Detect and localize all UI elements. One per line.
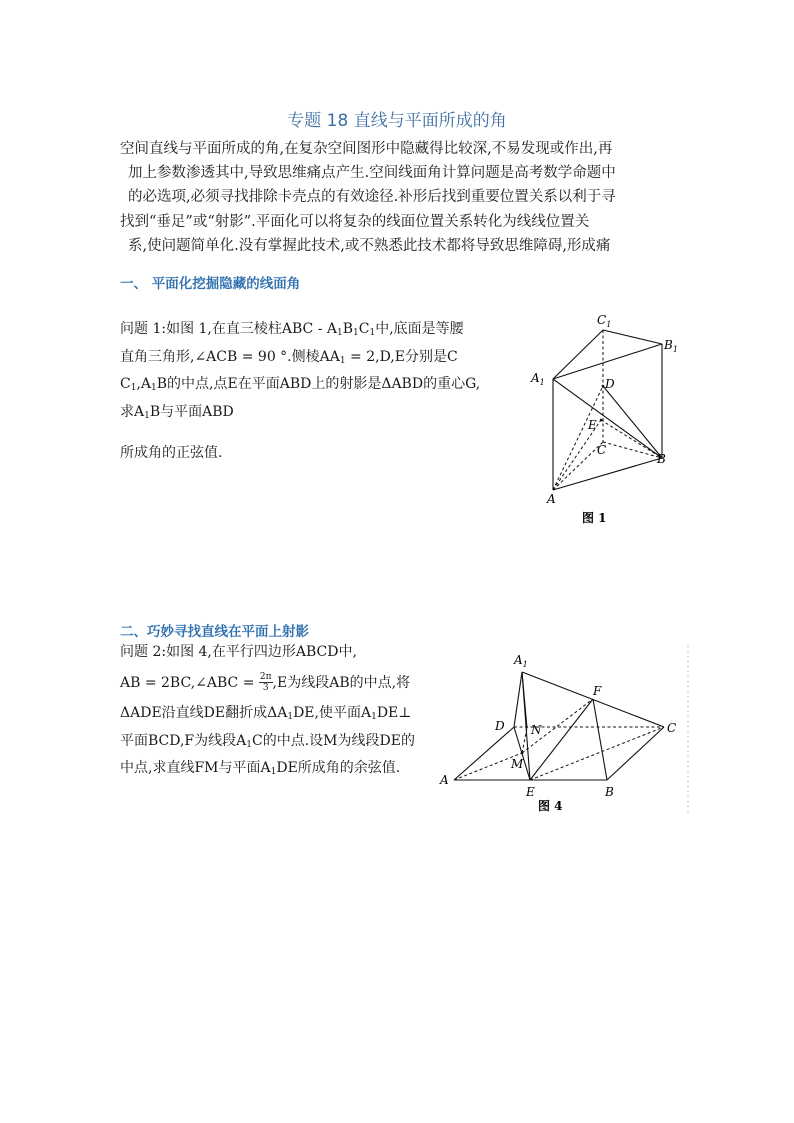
edge-b-c bbox=[607, 727, 664, 780]
intro-line: 空间直线与平面所成的角,在复杂空间图形中隐藏得比较深,不易发现或作出,再 bbox=[120, 141, 613, 157]
edge-c1-a1 bbox=[553, 330, 603, 379]
subscript: 1 bbox=[371, 712, 377, 722]
point-e bbox=[600, 419, 603, 422]
section-1-heading: 一、 平面化挖掘隐藏的线面角 bbox=[120, 276, 301, 292]
label-d: D bbox=[495, 719, 505, 733]
label-c: C bbox=[667, 721, 677, 735]
text-run: DE所成角的余弦值. bbox=[276, 760, 401, 776]
text-run: = 2,D,E分别是C bbox=[345, 348, 458, 365]
label-n: N bbox=[531, 723, 542, 737]
text-run: 问题 1:如图 1,在直三棱柱ABC - A bbox=[120, 321, 337, 337]
intro-paragraph bbox=[120, 137, 686, 258]
subscript: 1 bbox=[144, 410, 150, 421]
label-b: B bbox=[605, 785, 614, 799]
label-e: E bbox=[526, 785, 535, 799]
text-run: ΔADE沿直线DE翻折成ΔA bbox=[120, 705, 288, 721]
label-d: D bbox=[605, 377, 615, 391]
text-run: DE⊥ bbox=[376, 705, 412, 721]
hidden-a-d bbox=[553, 386, 603, 490]
intro-line: 的必选项,必须寻找排除卡壳点的有效途径.补形后找到重要位置关系以利于寻 bbox=[128, 189, 616, 206]
edge-c1-b1 bbox=[603, 330, 662, 344]
text-run: AB = 2BC,∠ABC = bbox=[120, 674, 259, 691]
subscript: 1 bbox=[270, 767, 277, 777]
subscript: 1 bbox=[246, 739, 252, 750]
text-run: 直角三角形,∠ACB = 90 °.侧棱AA bbox=[120, 348, 340, 365]
text-run: C的中点.设M为线段DE的 bbox=[252, 732, 415, 749]
page-title: 专题 18 直线与平面所成的角 bbox=[287, 111, 507, 131]
subscript: 1 bbox=[339, 355, 346, 366]
label-c: C bbox=[597, 443, 607, 457]
point-d bbox=[602, 385, 605, 388]
text-run: 所成角的正弦值. bbox=[120, 445, 223, 461]
text-run: 求A bbox=[120, 403, 145, 420]
intro-line: 系,使问题简单化.没有掌握此技术,或不熟悉此技术都将导致思维障碍,形成痛 bbox=[128, 237, 611, 254]
hidden-e-b bbox=[601, 420, 662, 458]
intro-line: 加上参数渗透其中,导致思维痛点产生.空间线面角计算问题是高考数学命题中 bbox=[128, 165, 616, 182]
figure-1-caption: 图 1 bbox=[582, 511, 607, 525]
fraction-denominator: 3 bbox=[262, 683, 269, 693]
figure-4-caption: 图 4 bbox=[538, 799, 563, 813]
label-f: F bbox=[593, 684, 602, 698]
subscript: 1 bbox=[353, 328, 359, 338]
hidden-edge-c-b bbox=[603, 442, 662, 458]
label-a: A bbox=[547, 492, 556, 506]
problem-1-text bbox=[120, 318, 480, 466]
point-m bbox=[521, 752, 524, 755]
label-e: E bbox=[588, 418, 597, 432]
label-a1: $A_1$ bbox=[531, 371, 545, 387]
label-b: B bbox=[657, 452, 666, 466]
section-2-heading: 二、巧妙寻找直线在平面上射影 bbox=[120, 624, 309, 640]
label-a: A bbox=[440, 773, 449, 787]
segment-a1-n bbox=[522, 672, 527, 728]
problem-2-text bbox=[120, 641, 415, 785]
label-b1: $B_1$ bbox=[664, 338, 678, 354]
text-run: C bbox=[120, 376, 131, 392]
edge-a1-b1 bbox=[553, 344, 662, 379]
text-run: ,E为线段AB的中点,将 bbox=[272, 674, 411, 691]
text-run: B的中点,点E在平面ABD上的射影是ΔABD的重心G, bbox=[156, 376, 481, 392]
edge-a1-d bbox=[514, 672, 522, 727]
fraction-numerator: 2π bbox=[259, 672, 272, 682]
text-run: C bbox=[358, 321, 370, 337]
text-run: ,A bbox=[136, 376, 152, 392]
text-run: 中,底面是等腰 bbox=[375, 321, 464, 337]
intro-line: 找到“垂足”或“射影”.平面化可以将复杂的线面位置关系转化为线线位置关 bbox=[120, 213, 590, 230]
figure-1-diagram bbox=[525, 308, 685, 530]
fraction-2pi-over-3 bbox=[259, 672, 273, 693]
subscript: 1 bbox=[151, 383, 157, 393]
subscript: 1 bbox=[337, 328, 343, 338]
label-m: M bbox=[511, 757, 524, 771]
figure-4-diagram bbox=[436, 642, 694, 820]
segment-f-b bbox=[593, 699, 607, 780]
text-run: B与平面ABD bbox=[149, 403, 234, 420]
subscript: 1 bbox=[369, 328, 376, 338]
text-run: 中点,求直线FM与平面A bbox=[120, 760, 271, 776]
subscript: 1 bbox=[287, 712, 294, 722]
label-c1: $C_1$ bbox=[597, 313, 612, 329]
text-run: DE,使平面A bbox=[293, 705, 372, 721]
label-a1: $A_1$ bbox=[514, 653, 528, 669]
text-run: B bbox=[342, 321, 354, 337]
text-run: 问题 2:如图 4,在平行四边形ABCD中, bbox=[120, 644, 357, 660]
subscript: 1 bbox=[130, 383, 137, 393]
edge-a-d bbox=[454, 727, 514, 780]
text-run: 平面BCD,F为线段A bbox=[120, 732, 247, 749]
